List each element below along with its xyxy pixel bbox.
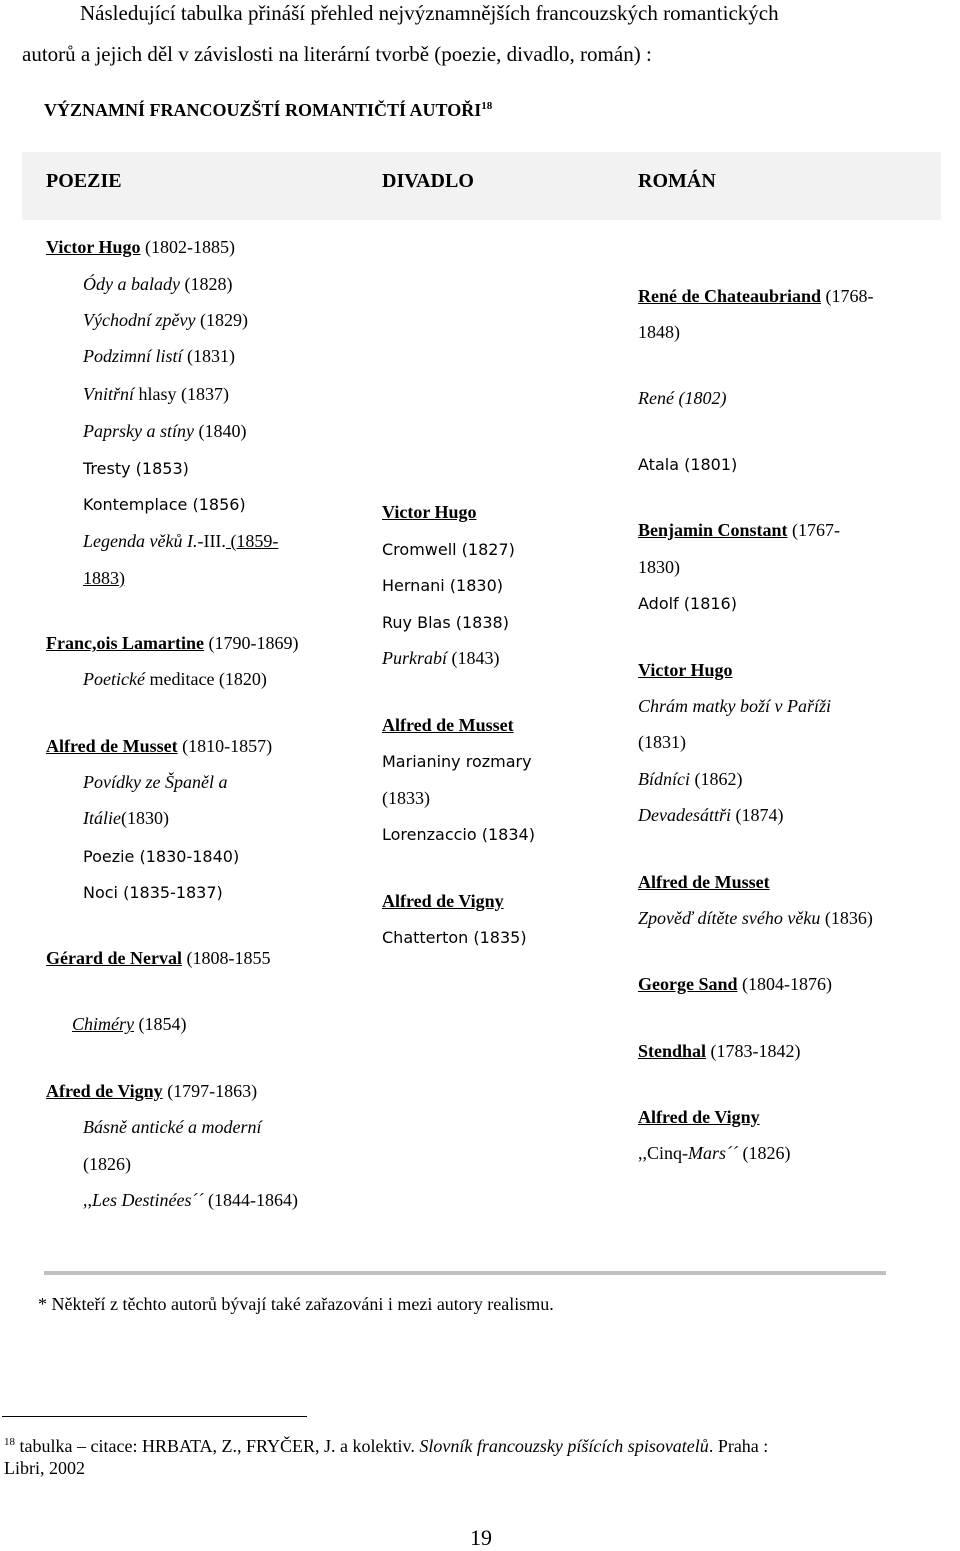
divadlo-hugo-work: Ruy Blas (1838) — [382, 613, 509, 632]
divadlo-musset: Alfred de Musset — [382, 715, 514, 735]
poezie-hugo-work: Východní zpěvy (1829) — [83, 310, 248, 330]
realism-note: * Někteří z těchto autorů bývají také zařazováni i mezi autory realismu. — [38, 1294, 554, 1314]
roman-hugo-work: Chrám matky boží v Paříži — [638, 696, 831, 716]
intro-line-1: Následující tabulka přináší přehled nejvýznamnějších francouzských romantických — [80, 1, 779, 25]
roman-stendhal: Stendhal (1783-1842) — [638, 1041, 801, 1061]
divadlo-vigny: Alfred de Vigny — [382, 891, 504, 911]
header-divadlo: DIVADLO — [382, 170, 474, 192]
roman-chateaubriand: René de Chateaubriand (1768- — [638, 286, 874, 306]
poezie-hugo-work: Podzimní listí (1831) — [83, 346, 236, 366]
roman-hugo: Victor Hugo — [638, 660, 733, 680]
roman-constant-work: Adolf (1816) — [638, 594, 737, 613]
roman-constant: Benjamin Constant (1767- — [638, 520, 841, 540]
roman-hugo-work: Devadesáttři (1874) — [638, 805, 784, 825]
poezie-hugo-work: Tresty (1853) — [83, 459, 189, 478]
roman-musset-work: Zpověď dítěte svého věku (1836) — [638, 908, 873, 928]
header-poezie: POEZIE — [46, 170, 122, 192]
poezie-vigny-work: Básně antické a moderní — [83, 1117, 262, 1137]
poezie-musset-work: Noci (1835-1837) — [83, 883, 223, 902]
divadlo-hugo-work: Hernani (1830) — [382, 576, 503, 595]
poezie-lamartine-work: Poetické meditace (1820) — [83, 669, 267, 689]
poezie-hugo-work: Vnitřní hlasy (1837) — [83, 384, 229, 404]
poezie-hugo-work: Legenda věků I.-III. (1859- — [83, 531, 279, 551]
roman-vigny-work: ,,Cinq-Mars´´ (1826) — [638, 1143, 791, 1163]
divadlo-hugo-work: Cromwell (1827) — [382, 540, 515, 559]
roman-hugo-work-cont: (1831) — [638, 732, 686, 752]
roman-vigny: Alfred de Vigny — [638, 1107, 760, 1127]
roman-hugo-work: Bídníci (1862) — [638, 769, 743, 789]
footnote-line-2: Libri, 2002 — [4, 1458, 85, 1478]
table-bottom-rule — [44, 1271, 886, 1275]
table-header-row — [22, 152, 941, 220]
poezie-hugo: Victor Hugo (1802-1885) — [46, 237, 235, 257]
poezie-musset: Alfred de Musset (1810-1857) — [46, 736, 273, 756]
footnote-separator — [2, 1416, 307, 1417]
poezie-musset-work-cont: Itálie(1830) — [83, 808, 169, 828]
poezie-nerval: Gérard de Nerval (1808-1855 — [46, 948, 271, 968]
poezie-musset-work: Povídky ze Španěl a — [83, 772, 228, 792]
roman-constant-cont: 1830) — [638, 557, 680, 577]
divadlo-hugo-work: Purkrabí (1843) — [382, 648, 500, 668]
roman-chateaubriand-work: Atala (1801) — [638, 455, 738, 474]
roman-musset: Alfred de Musset — [638, 872, 770, 892]
poezie-hugo-work: Ódy a balady (1828) — [83, 274, 233, 294]
roman-chateaubriand-work: René (1802) — [638, 388, 727, 408]
table-title: VÝZNAMNÍ FRANCOUZŠTÍ ROMANTIČTÍ AUTOŘI$^{18}$ — [44, 100, 493, 120]
footnote-ref[interactable]: 18 — [481, 100, 493, 112]
footnote: $^{18}$ tabulka – citace: HRBATA, Z., FRYČER, J. a kolektiv. Slovník francouzsky píšících spisovatelů. Praha : — [4, 1436, 769, 1456]
page-number: 19 — [470, 1525, 492, 1550]
header-roman: ROMÁN — [638, 170, 716, 192]
roman-sand: George Sand (1804-1876) — [638, 974, 832, 994]
poezie-vigny: Afred de Vigny (1797-1863) — [46, 1081, 258, 1101]
poezie-vigny-work: ,,Les Destinées´´ (1844-1864) — [83, 1190, 298, 1210]
divadlo-musset-work-cont: (1833) — [382, 788, 430, 808]
poezie-hugo-work: Kontemplace (1856) — [83, 495, 246, 514]
divadlo-musset-work: Lorenzaccio (1834) — [382, 825, 535, 844]
poezie-nerval-work: Chiméry (1854) — [72, 1014, 187, 1034]
intro-line-2: autorů a jejich děl v závislosti na literární tvorbě (poezie, divadlo, román) : — [22, 42, 652, 66]
divadlo-hugo: Victor Hugo — [382, 502, 477, 522]
poezie-hugo-work-cont: 1883) — [83, 568, 125, 588]
divadlo-musset-work: Marianiny rozmary — [382, 752, 532, 771]
poezie-vigny-work-cont: (1826) — [83, 1154, 131, 1174]
divadlo-vigny-work: Chatterton (1835) — [382, 928, 527, 947]
poezie-lamartine: Franc,ois Lamartine (1790-1869) — [46, 633, 299, 653]
poezie-musset-work: Poezie (1830-1840) — [83, 847, 240, 866]
poezie-hugo-work: Paprsky a stíny (1840) — [83, 421, 247, 441]
roman-chateaubriand-cont: 1848) — [638, 322, 680, 342]
